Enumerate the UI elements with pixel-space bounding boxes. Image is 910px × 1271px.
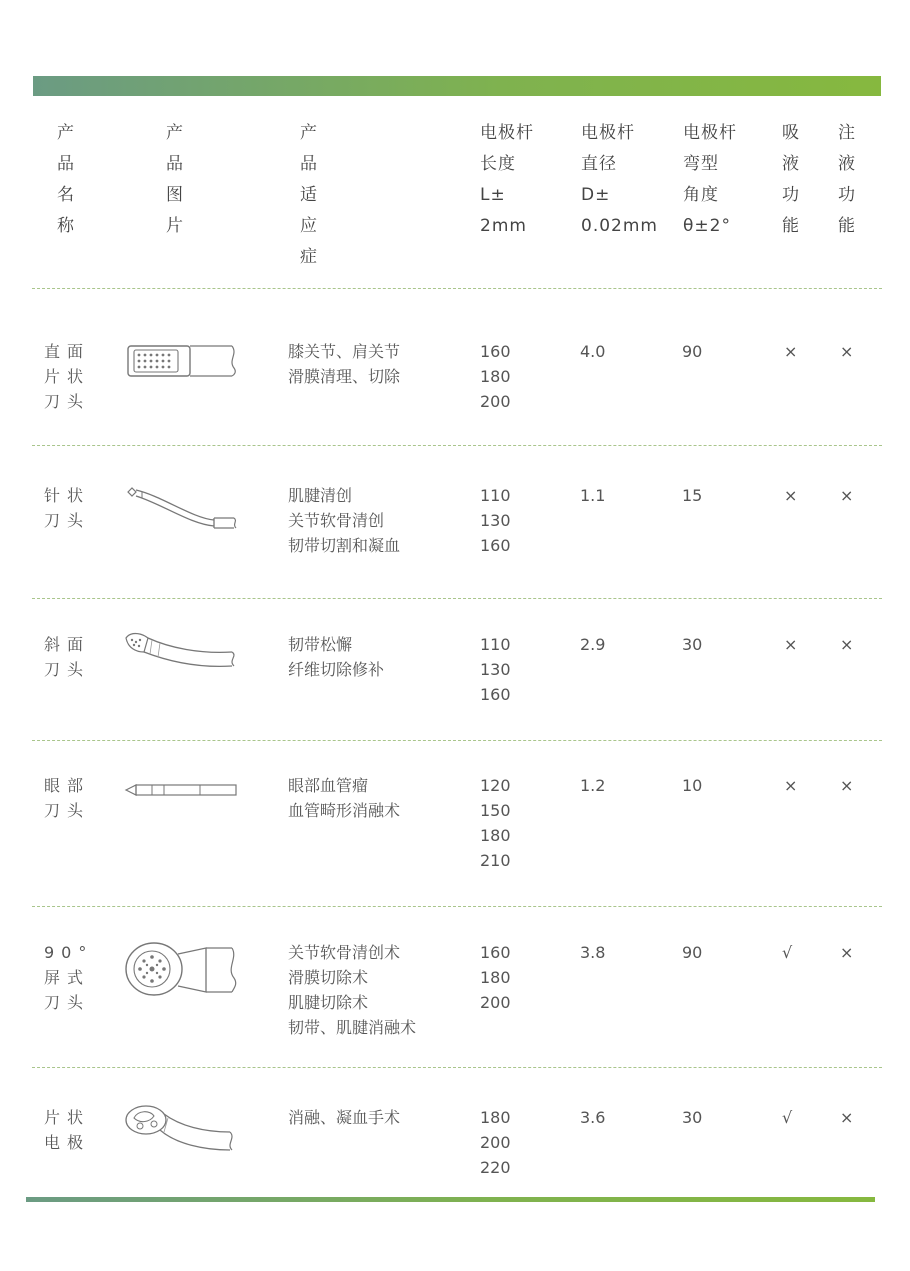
row-1-indications: 膝关节、肩关节 滑膜清理、切除 xyxy=(288,342,401,386)
row-6-suction: √ xyxy=(782,1108,793,1127)
row-4-angle: 10 xyxy=(682,776,703,795)
flat-blade-electrode-icon xyxy=(124,338,240,382)
row-2-angle: 15 xyxy=(682,486,703,505)
row-5-name: 90° 屏式 刀头 xyxy=(44,943,94,1012)
row-5-injection: × xyxy=(840,943,854,962)
row-6-name: 片状 电极 xyxy=(44,1108,91,1152)
screen-90-electrode-icon xyxy=(122,938,242,1000)
row-4-lengths: 120 150 180 210 xyxy=(480,776,511,870)
header-angle: 电极杆 弯型 角度 θ±2° xyxy=(683,123,737,236)
bottom-accent-bar xyxy=(26,1197,875,1202)
row-1-angle: 90 xyxy=(682,342,703,361)
row-2-injection: × xyxy=(840,486,854,505)
header-product-name: 产 品 名 称 xyxy=(57,123,75,236)
row-1-diameter: 4.0 xyxy=(580,342,606,361)
row-2-suction: × xyxy=(784,486,798,505)
row-2-name: 针状 刀头 xyxy=(44,486,91,530)
row-4-indications: 眼部血管瘤 血管畸形消融术 xyxy=(288,776,401,820)
row-divider xyxy=(32,288,882,289)
row-4-suction: × xyxy=(784,776,798,795)
header-indication: 产 品 适 应 症 xyxy=(300,123,318,267)
header-product-image: 产 品 图 片 xyxy=(166,123,184,236)
row-2-lengths: 110 130 160 xyxy=(480,486,511,555)
sheet-electrode-icon xyxy=(120,1100,242,1160)
bevel-electrode-icon xyxy=(120,628,242,674)
needle-electrode-icon xyxy=(122,482,242,538)
header-diameter: 电极杆 直径 D± 0.02mm xyxy=(581,123,658,236)
ophthalmic-electrode-icon xyxy=(122,778,240,802)
row-4-injection: × xyxy=(840,776,854,795)
row-divider xyxy=(32,598,882,599)
row-3-injection: × xyxy=(840,635,854,654)
row-6-lengths: 180 200 220 xyxy=(480,1108,511,1177)
row-5-lengths: 160 180 200 xyxy=(480,943,511,1012)
header-injection: 注 液 功 能 xyxy=(838,123,856,236)
top-accent-bar xyxy=(33,76,881,96)
row-3-angle: 30 xyxy=(682,635,703,654)
row-1-injection: × xyxy=(840,342,854,361)
row-5-suction: √ xyxy=(782,943,793,962)
row-4-diameter: 1.2 xyxy=(580,776,606,795)
row-divider xyxy=(32,906,882,907)
header-length: 电极杆 长度 L± 2mm xyxy=(480,123,534,236)
row-3-lengths: 110 130 160 xyxy=(480,635,511,704)
row-divider xyxy=(32,1067,882,1068)
row-3-suction: × xyxy=(784,635,798,654)
row-2-indications: 肌腱清创 关节软骨清创 韧带切割和凝血 xyxy=(288,486,401,555)
row-1-suction: × xyxy=(784,342,798,361)
row-divider xyxy=(32,740,882,741)
header-suction: 吸 液 功 能 xyxy=(782,123,800,236)
row-6-angle: 30 xyxy=(682,1108,703,1127)
row-6-indications: 消融、凝血手术 xyxy=(288,1108,401,1127)
row-5-angle: 90 xyxy=(682,943,703,962)
row-6-injection: × xyxy=(840,1108,854,1127)
row-1-lengths: 160 180 200 xyxy=(480,342,511,411)
row-4-name: 眼部 刀头 xyxy=(44,776,91,820)
row-3-diameter: 2.9 xyxy=(580,635,606,654)
row-3-name: 斜面 刀头 xyxy=(44,635,91,679)
row-3-indications: 韧带松懈 纤维切除修补 xyxy=(288,635,385,679)
row-5-indications: 关节软骨清创术 滑膜切除术 肌腱切除术 韧带、肌腱消融术 xyxy=(288,943,417,1037)
row-1-name: 直面 片状 刀头 xyxy=(44,342,91,411)
row-divider xyxy=(32,445,882,446)
row-6-diameter: 3.6 xyxy=(580,1108,606,1127)
row-2-diameter: 1.1 xyxy=(580,486,606,505)
row-5-diameter: 3.8 xyxy=(580,943,606,962)
